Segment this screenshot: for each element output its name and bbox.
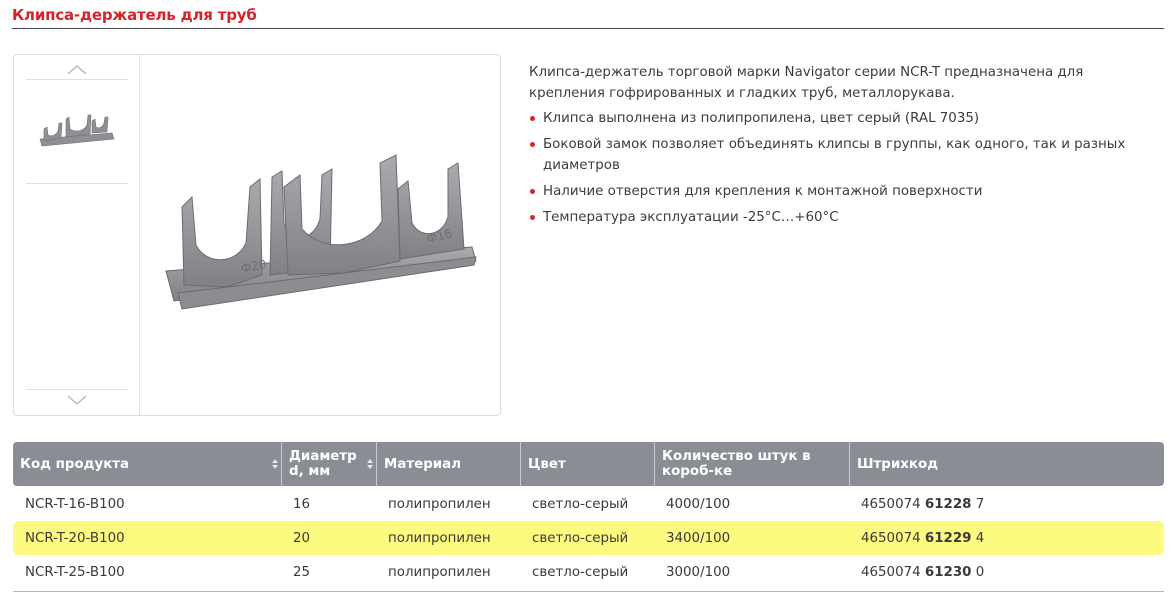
thumbnail-strip: [14, 55, 140, 415]
table-bottom-divider: [13, 591, 1164, 592]
chevron-up-icon: [67, 65, 87, 75]
barcode-cell: 4650074 61230 0: [861, 564, 985, 580]
diameter-cell: 25: [293, 564, 311, 580]
bullet-icon: [530, 142, 535, 147]
column-header-color[interactable]: Цвет: [520, 442, 654, 486]
product-code-link[interactable]: NCR-T-25-B100: [25, 564, 125, 580]
pipe-clip-thumbnail: [32, 101, 124, 161]
thumb-divider: [26, 79, 128, 80]
product-main-image[interactable]: [154, 125, 494, 375]
material-cell: полипропилен: [388, 496, 491, 512]
product-code-link[interactable]: NCR-T-16-B100: [25, 496, 125, 512]
column-header-quantity[interactable]: Количество штук в короб-ке: [654, 442, 849, 486]
product-gallery: [13, 54, 501, 416]
diameter-cell: 16: [293, 496, 311, 512]
quantity-cell: 3000/100: [666, 564, 731, 580]
column-header-diameter[interactable]: Диаметр d, мм: [281, 442, 376, 486]
color-cell: светло-серый: [532, 564, 629, 580]
column-header-code[interactable]: Код продукта: [13, 442, 281, 486]
feature-item: Клипса выполнена из полипропилена, цвет серый (RAL 7035): [529, 108, 1129, 129]
chevron-down-icon: [67, 395, 87, 405]
barcode-cell: 4650074 61229 4: [861, 530, 985, 546]
color-cell: светло-серый: [532, 530, 629, 546]
product-description: [529, 62, 1129, 233]
bullet-icon: [530, 189, 535, 194]
material-cell: полипропилен: [388, 530, 491, 546]
product-code-link[interactable]: NCR-T-20-B100: [25, 530, 125, 546]
feature-item: Температура эксплуатации -25°C…+60°C: [529, 207, 1129, 228]
thumbnail-next-button[interactable]: [14, 389, 140, 411]
thumbnail-image[interactable]: [32, 101, 124, 161]
title-divider: [12, 28, 1164, 29]
barcode-cell: 4650074 61228 7: [861, 496, 985, 512]
material-cell: полипропилен: [388, 564, 491, 580]
bullet-icon: [530, 215, 535, 220]
page-title: Клипса-держатель для труб: [12, 6, 257, 24]
quantity-cell: 4000/100: [666, 496, 731, 512]
quantity-cell: 3400/100: [666, 530, 731, 546]
color-cell: светло-серый: [532, 496, 629, 512]
thumb-divider: [26, 183, 128, 184]
column-header-barcode[interactable]: Штрихкод: [849, 442, 1164, 486]
product-spec-table: [13, 442, 1164, 592]
diameter-cell: 20: [293, 530, 311, 546]
table-row-highlighted[interactable]: [13, 521, 1164, 555]
svg-text:Ф20: Ф20: [239, 256, 268, 276]
pipe-clip-photo: [154, 125, 494, 375]
column-header-material[interactable]: Материал: [376, 442, 520, 486]
sort-icon[interactable]: [272, 459, 278, 469]
feature-item: Боковой замок позволяет объединять клипсы в группы, как одного, так и разных диаметров: [529, 134, 1129, 176]
table-row[interactable]: [13, 487, 1164, 521]
bullet-icon: [530, 116, 535, 121]
table-row[interactable]: [13, 555, 1164, 589]
sort-icon[interactable]: [367, 459, 373, 469]
svg-text:Ф16: Ф16: [425, 226, 454, 246]
table-header: [13, 442, 1164, 486]
thumbnail-prev-button[interactable]: [14, 59, 140, 81]
feature-item: Наличие отверстия для крепления к монтажной поверхности: [529, 181, 1129, 202]
description-intro: Клипса-держатель торговой марки Navigator серии NCR-T предназначена для крепления гофрированных и гладких труб, металлорукава.: [529, 65, 1084, 101]
feature-list: [529, 108, 1129, 228]
